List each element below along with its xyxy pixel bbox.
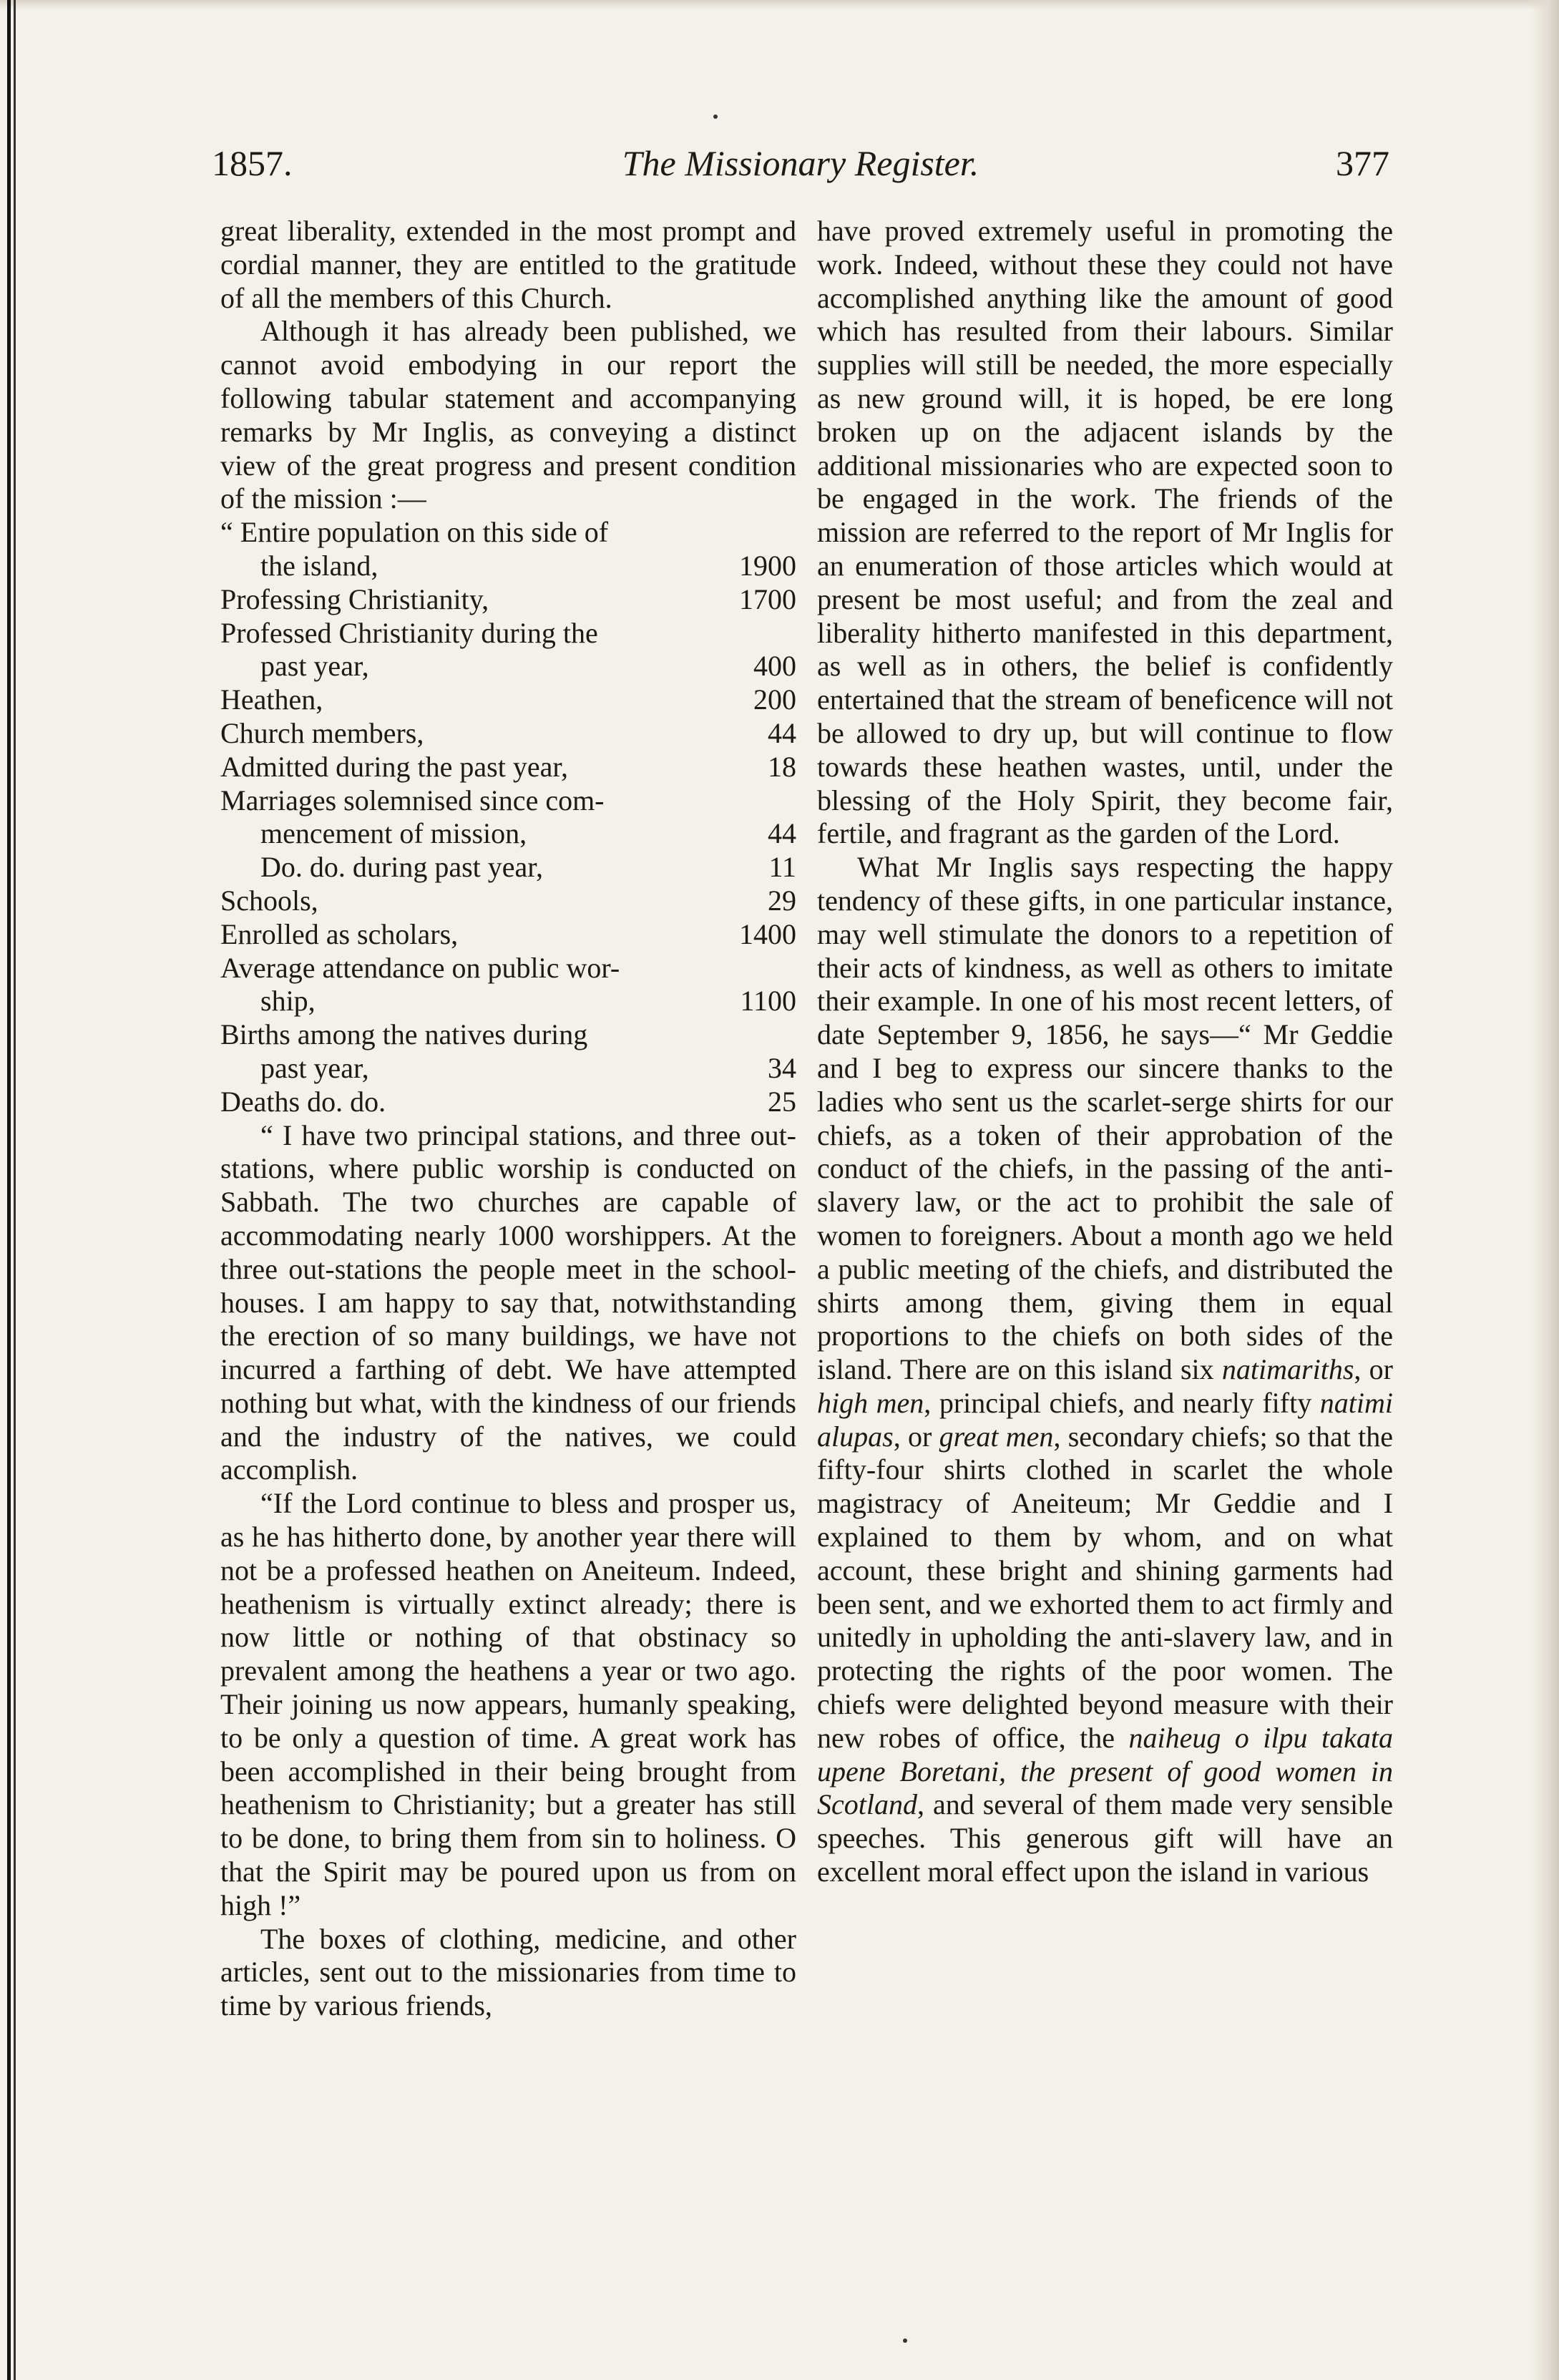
running-header — [212, 135, 1389, 192]
table-row — [220, 884, 796, 918]
italic-term: high men — [817, 1386, 924, 1419]
row-value: 1700 — [739, 582, 796, 615]
table-row — [220, 1052, 796, 1086]
page-top-shadow — [0, 0, 1559, 10]
paragraph — [817, 851, 1393, 1889]
page-number: 377 — [1336, 143, 1389, 183]
row-label: Professed Christianity during the — [220, 616, 598, 649]
print-speck — [713, 114, 718, 119]
row-value: 1100 — [740, 985, 796, 1018]
header-year: 1857. — [212, 143, 293, 183]
header-title: The Missionary Register. — [622, 143, 979, 183]
table-row — [220, 751, 796, 784]
italic-term: natimi alupas — [817, 1386, 1393, 1453]
row-value: 29 — [768, 884, 796, 917]
italic-term: great men — [939, 1420, 1054, 1453]
statistics-table — [220, 516, 796, 1118]
text-run: , and several of them made very sensible speeches. This generous gift will have an excellent moral effect upon the island in various — [817, 1788, 1393, 1888]
row-label: past year, — [260, 650, 369, 683]
table-row — [220, 1018, 796, 1052]
text-run: , principal chiefs, and nearly fifty — [924, 1386, 1320, 1419]
paragraph: The boxes of clothing, medicine, and other articles, sent out to the missionaries from time to time by various friends, — [220, 1922, 796, 2022]
table-row — [220, 550, 796, 583]
paragraph: great liberality, extended in the most prompt and cordial manner, they are entitled to the gratitude of all the members of this Church. — [220, 215, 796, 314]
row-label: Marriages solemnised since com- — [220, 784, 605, 816]
table-row — [220, 583, 796, 617]
row-label: “ Entire population on this side of — [220, 516, 609, 549]
row-value: 44 — [768, 716, 796, 749]
row-value: 400 — [753, 650, 796, 683]
table-row — [220, 851, 796, 884]
table-row — [220, 717, 796, 751]
table-row — [220, 1086, 796, 1119]
table-row — [220, 817, 796, 851]
row-value: 34 — [768, 1051, 796, 1084]
row-value: 44 — [768, 817, 796, 850]
row-value: 25 — [768, 1085, 796, 1118]
table-row — [220, 918, 796, 952]
row-value: 1900 — [739, 549, 796, 582]
row-value: 1400 — [739, 917, 796, 950]
row-label: Church members, — [220, 716, 424, 749]
row-label: Heathen, — [220, 683, 323, 716]
row-label: ship, — [260, 985, 316, 1018]
row-label: past year, — [260, 1051, 369, 1084]
table-row — [220, 650, 796, 683]
table-row — [220, 952, 796, 985]
binding-edge — [7, 0, 16, 2380]
row-label: the island, — [260, 549, 378, 582]
paragraph: Although it has already been published, we cannot avoid embodying in our report the following tabular statement and accompanying remarks by Mr Inglis, as conveying a distinct view of the great progress and present condition of the mission :— — [220, 315, 796, 515]
table-row — [220, 516, 796, 550]
text-run: What Mr Inglis says respecting the happy tendency of these gifts, in one particular instance, may well stimulate the donors to a repetition of their acts of kindness, as well as others to imitate their example. In one of his most recent letters, of date September 9, 1856, he says—“ Mr Geddie and I beg to express our sincere thanks to the ladies who sent us the scarlet-serge shirts for our chiefs, as a token of their approbation of the conduct of the chiefs, in the passing of the anti-slavery law, or the act to prohibit the sale of women to foreigners. About a month ago we held a public meeting of the chiefs, and distributed the shirts among them, giving them in equal proportions to the chiefs on both sides of the island. There are on this island six — [817, 851, 1393, 1386]
row-label: Admitted during the past year, — [220, 750, 569, 783]
text-run: , or — [1354, 1353, 1393, 1386]
row-label: Births among the natives during — [220, 1018, 588, 1051]
row-value: 200 — [753, 683, 796, 716]
row-label: Schools, — [220, 884, 318, 917]
text-run: , or — [893, 1420, 939, 1453]
paragraph: have proved extremely useful in promoting the work. Indeed, without these they could not have accomplished anything like the amount of good which has resulted from their labours. Similar supplies will still be needed, the more especially as new ground will, it is hoped, be ere long broken up on the adjacent islands by the additional missionaries who are expected soon to be engaged in the work. The friends of the mission are referred to the report of Mr Inglis for an enumeration of those articles which would at present be most useful; and from the zeal and liberality hitherto manifested in this department, as well as in others, the belief is confidently entertained that the stream of beneficence will not be allowed to dry up, but will continue to flow towards these heathen wastes, until, under the blessing of the Holy Spirit, they become fair, fertile, and fragrant as the garden of the Lord. — [817, 215, 1393, 850]
table-row — [220, 985, 796, 1018]
page-right-edge — [1531, 0, 1559, 2380]
italic-term: natimariths — [1221, 1353, 1354, 1386]
right-column — [817, 215, 1393, 1889]
left-column — [220, 215, 796, 2023]
row-label: mencement of mission, — [260, 817, 527, 850]
row-label: Average attendance on public wor- — [220, 951, 620, 984]
row-value: 18 — [768, 750, 796, 783]
row-label: Deaths do. do. — [220, 1085, 386, 1118]
text-run: , secondary chiefs; so that the fifty-four shirts clothed in scarlet the whole magistracy of Aneiteum; Mr Geddie and I explained to them by whom, and on what account, these bright and shining garments had been sent, and we exhorted them to act firmly and unitedly in upholding the anti-slavery law, and in protecting the rights of the poor women. The chiefs were delighted beyond measure with their new robes of office, the — [817, 1420, 1393, 1754]
row-label: Do. do. during past year, — [260, 851, 543, 884]
row-label: Professing Christianity, — [220, 582, 489, 615]
table-row — [220, 683, 796, 717]
print-speck — [903, 2338, 907, 2343]
row-label: Enrolled as scholars, — [220, 917, 459, 950]
table-row — [220, 784, 796, 818]
row-value: 11 — [768, 851, 796, 884]
italic-term: naiheug o ilpu takata upene Boretani, the present of good women in Scotland — [817, 1721, 1393, 1821]
paragraph: “If the Lord continue to bless and prosper us, as he has hitherto done, by another year there will not be a professed heathen on Aneiteum. Indeed, heathenism is virtually extinct already; there is now little or nothing of that obstinacy so prevalent among the heathens a year or two ago. Their joining us now appears, humanly speaking, to be only a question of time. A great work has been accomplished in their being brought from heathenism to Christianity; but a greater has still to be done, to bring them from sin to holiness. O that the Spirit may be poured upon us from on high !” — [220, 1487, 796, 1921]
table-row — [220, 617, 796, 650]
paragraph: “ I have two principal stations, and three out-stations, where public worship is conducted on Sabbath. The two churches are capable of accommodating nearly 1000 worshippers. At the three out-stations the people meet in the school-houses. I am happy to say that, notwithstanding the erection of so many buildings, we have not incurred a farthing of debt. We have attempted nothing but what, with the kindness of our friends and the industry of the natives, we could accomplish. — [220, 1118, 796, 1486]
